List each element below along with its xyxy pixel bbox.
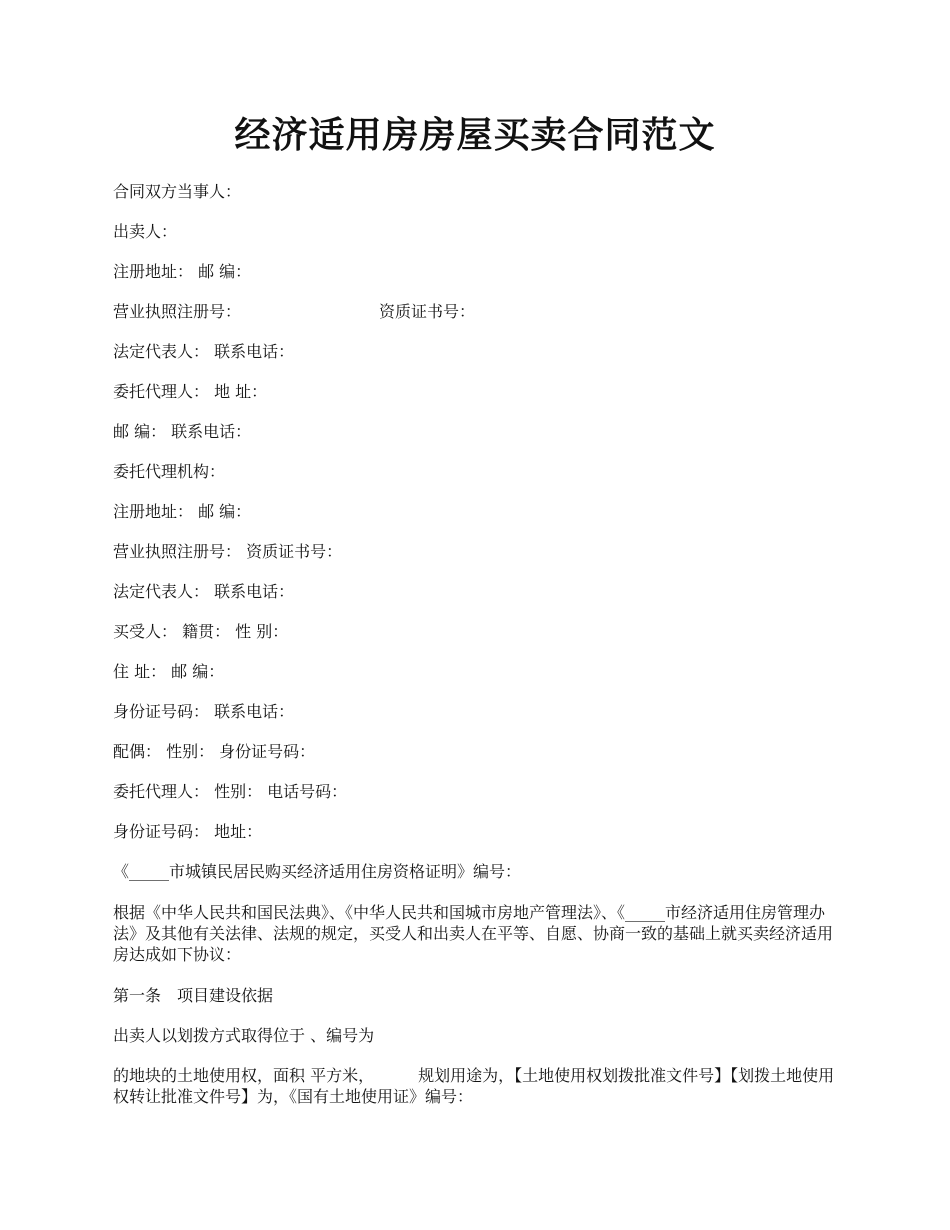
seller-license-label: 营业执照注册号： [113, 302, 242, 321]
preamble-paragraph: 根据《中华人民共和国民法典》、《中华人民共和国城市房地产管理法》、《_____市经济适用住房管理办法》及其他有关法律、法规的规定，买受人和出卖人在平等、自愿、协商一致的基础上就买卖经济适用房达成如下协议： [113, 903, 834, 964]
seller-qualification-label: 资质证书号： [379, 302, 476, 321]
seller-agent-contact-line: 邮 编： 联系电话： [113, 422, 252, 441]
spouse-line: 配偶： 性别： 身份证号码： [113, 742, 316, 761]
seller-agent-line: 委托代理人： 地 址： [113, 382, 268, 401]
seller-address-line: 注册地址： 邮 编： [113, 262, 252, 281]
seller-license-line [113, 301, 843, 323]
article-1-heading: 第一条 项目建设依据 [113, 986, 274, 1005]
article-1-land-area: 的地块的土地使用权，面积 平方米， [113, 1066, 375, 1085]
agency-address-line: 注册地址： 邮 编： [113, 502, 252, 521]
qualification-cert-line: 《_____市城镇民居民购买经济适用住房资格证明》编号： [113, 862, 522, 881]
article-1-paragraph [113, 1065, 843, 1107]
buyer-id-line: 身份证号码： 联系电话： [113, 702, 295, 721]
seller-line: 出卖人： [113, 222, 178, 241]
party-intro-line: 合同双方当事人： [113, 182, 242, 201]
article-1-line-1: 出卖人以划拨方式取得位于 、编号为 [113, 1026, 375, 1045]
buyer-agent-line: 委托代理人： 性别： 电话号码： [113, 782, 348, 801]
article-1-land-use: 规划用途为，【土地使用权划拨批准文件号】【划拨土地使用权转让批准文件号】为，《国有土地使用证》编号： [113, 1066, 835, 1106]
agency-line: 委托代理机构： [113, 462, 226, 481]
agency-legal-rep-line: 法定代表人： 联系电话： [113, 582, 295, 601]
document-title: 经济适用房房屋买卖合同范文 [234, 114, 716, 156]
buyer-agent-id-line: 身份证号码： 地址： [113, 822, 263, 841]
buyer-line: 买受人： 籍贯： 性 别： [113, 622, 289, 641]
agency-license-line: 营业执照注册号： 资质证书号： [113, 542, 343, 561]
buyer-address-line: 住 址： 邮 编： [113, 662, 225, 681]
seller-legal-rep-line: 法定代表人： 联系电话： [113, 342, 295, 361]
